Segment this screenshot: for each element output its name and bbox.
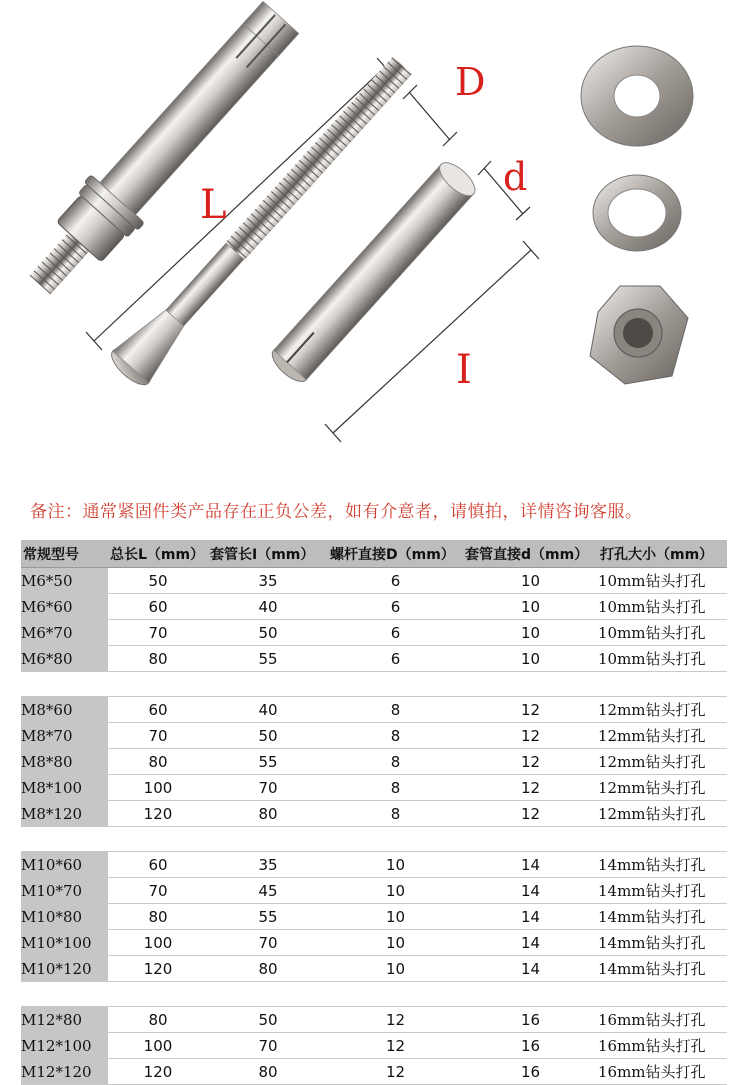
cell-drill-size: 14mm钻头打孔 bbox=[598, 852, 727, 878]
cell-sleeve-length: 80 bbox=[208, 801, 328, 827]
cell-sleeve-diameter: 14 bbox=[463, 852, 598, 878]
cell-model: M8*60 bbox=[21, 697, 108, 723]
cell-rod-diameter: 8 bbox=[328, 801, 463, 827]
cell-total-length: 80 bbox=[108, 749, 208, 775]
table-row bbox=[21, 801, 727, 827]
hex-nut bbox=[590, 286, 688, 384]
table-row bbox=[21, 775, 727, 801]
cell-drill-size: 14mm钻头打孔 bbox=[598, 930, 727, 956]
cell-sleeve-length: 40 bbox=[208, 697, 328, 723]
cell-sleeve-length: 55 bbox=[208, 904, 328, 930]
cell-drill-size: 16mm钻头打孔 bbox=[598, 1059, 727, 1085]
cell-drill-size: 12mm钻头打孔 bbox=[598, 723, 727, 749]
cell-rod-diameter: 10 bbox=[328, 904, 463, 930]
cell-drill-size: 12mm钻头打孔 bbox=[598, 775, 727, 801]
cell-sleeve-length: 80 bbox=[208, 956, 328, 982]
cell-drill-size: 12mm钻头打孔 bbox=[598, 749, 727, 775]
header-model: 常规型号 bbox=[21, 540, 108, 568]
cell-rod-diameter: 6 bbox=[328, 594, 463, 620]
cell-sleeve-diameter: 12 bbox=[463, 775, 598, 801]
header-total-length: 总长L（mm） bbox=[108, 540, 208, 568]
cell-model: M6*50 bbox=[21, 568, 108, 594]
cell-model: M8*120 bbox=[21, 801, 108, 827]
label-d: d bbox=[503, 155, 528, 199]
note-text: 备注：通常紧固件类产品存在正负公差，如有介意者，请慎拍，详情咨询客服。 bbox=[30, 502, 643, 522]
cell-sleeve-diameter: 10 bbox=[463, 568, 598, 594]
cell-sleeve-diameter: 16 bbox=[463, 1059, 598, 1085]
cell-rod-diameter: 6 bbox=[328, 620, 463, 646]
cell-model: M12*80 bbox=[21, 1007, 108, 1033]
cell-sleeve-length: 40 bbox=[208, 594, 328, 620]
label-L: L bbox=[200, 182, 227, 228]
cell-drill-size: 12mm钻头打孔 bbox=[598, 801, 727, 827]
group-separator bbox=[21, 827, 727, 852]
cell-sleeve-length: 50 bbox=[208, 723, 328, 749]
cell-sleeve-length: 50 bbox=[208, 1007, 328, 1033]
cell-drill-size: 10mm钻头打孔 bbox=[598, 646, 727, 672]
cell-drill-size: 10mm钻头打孔 bbox=[598, 594, 727, 620]
cell-model: M10*120 bbox=[21, 956, 108, 982]
cell-model: M8*100 bbox=[21, 775, 108, 801]
table-header-row bbox=[21, 540, 727, 568]
cell-sleeve-diameter: 16 bbox=[463, 1007, 598, 1033]
cell-drill-size: 14mm钻头打孔 bbox=[598, 878, 727, 904]
cell-sleeve-length: 55 bbox=[208, 646, 328, 672]
cell-drill-size: 10mm钻头打孔 bbox=[598, 568, 727, 594]
cell-sleeve-length: 50 bbox=[208, 620, 328, 646]
cell-rod-diameter: 8 bbox=[328, 775, 463, 801]
cell-sleeve-diameter: 14 bbox=[463, 956, 598, 982]
cell-total-length: 100 bbox=[108, 1033, 208, 1059]
cell-drill-size: 14mm钻头打孔 bbox=[598, 904, 727, 930]
cell-rod-diameter: 12 bbox=[328, 1033, 463, 1059]
label-I: I bbox=[456, 347, 472, 393]
cell-drill-size: 10mm钻头打孔 bbox=[598, 620, 727, 646]
cell-total-length: 100 bbox=[108, 930, 208, 956]
cell-model: M6*60 bbox=[21, 594, 108, 620]
cell-model: M10*70 bbox=[21, 878, 108, 904]
cell-sleeve-diameter: 12 bbox=[463, 697, 598, 723]
cell-total-length: 80 bbox=[108, 904, 208, 930]
cell-sleeve-diameter: 14 bbox=[463, 878, 598, 904]
cell-model: M10*100 bbox=[21, 930, 108, 956]
table-row bbox=[21, 930, 727, 956]
cell-sleeve-length: 55 bbox=[208, 749, 328, 775]
cell-total-length: 70 bbox=[108, 878, 208, 904]
table-row bbox=[21, 568, 727, 594]
cell-sleeve-diameter: 10 bbox=[463, 594, 598, 620]
cell-total-length: 120 bbox=[108, 801, 208, 827]
cell-model: M10*60 bbox=[21, 852, 108, 878]
header-sleeve-length: 套管长I（mm） bbox=[208, 540, 328, 568]
cell-model: M6*70 bbox=[21, 620, 108, 646]
cell-drill-size: 14mm钻头打孔 bbox=[598, 956, 727, 982]
cell-sleeve-diameter: 12 bbox=[463, 801, 598, 827]
cell-sleeve-diameter: 12 bbox=[463, 749, 598, 775]
cell-rod-diameter: 10 bbox=[328, 852, 463, 878]
table-row bbox=[21, 1033, 727, 1059]
cell-model: M8*70 bbox=[21, 723, 108, 749]
cell-total-length: 100 bbox=[108, 775, 208, 801]
label-D: D bbox=[455, 60, 486, 104]
cell-drill-size: 12mm钻头打孔 bbox=[598, 697, 727, 723]
cell-sleeve-diameter: 12 bbox=[463, 723, 598, 749]
table-row bbox=[21, 723, 727, 749]
table-row bbox=[21, 956, 727, 982]
cell-rod-diameter: 6 bbox=[328, 646, 463, 672]
cell-model: M12*120 bbox=[21, 1059, 108, 1085]
cell-rod-diameter: 10 bbox=[328, 930, 463, 956]
cell-sleeve-diameter: 16 bbox=[463, 1033, 598, 1059]
separator-cell bbox=[21, 827, 727, 852]
cell-rod-diameter: 8 bbox=[328, 749, 463, 775]
cell-model: M10*80 bbox=[21, 904, 108, 930]
table-body bbox=[21, 568, 727, 1085]
cell-rod-diameter: 8 bbox=[328, 697, 463, 723]
header-rod-diameter: 螺杆直接D（mm） bbox=[328, 540, 463, 568]
cell-total-length: 120 bbox=[108, 1059, 208, 1085]
cell-total-length: 80 bbox=[108, 646, 208, 672]
cell-sleeve-diameter: 14 bbox=[463, 904, 598, 930]
cell-sleeve-length: 70 bbox=[208, 1033, 328, 1059]
cell-total-length: 70 bbox=[108, 723, 208, 749]
table-row bbox=[21, 697, 727, 723]
cell-sleeve-length: 80 bbox=[208, 1059, 328, 1085]
cell-rod-diameter: 10 bbox=[328, 956, 463, 982]
table-row bbox=[21, 1059, 727, 1085]
separator-cell bbox=[21, 982, 727, 1007]
cell-sleeve-diameter: 10 bbox=[463, 620, 598, 646]
cell-total-length: 70 bbox=[108, 620, 208, 646]
cell-drill-size: 16mm钻头打孔 bbox=[598, 1033, 727, 1059]
cell-total-length: 80 bbox=[108, 1007, 208, 1033]
cell-model: M8*80 bbox=[21, 749, 108, 775]
flat-washer bbox=[581, 46, 693, 146]
cell-sleeve-length: 45 bbox=[208, 878, 328, 904]
spring-washer bbox=[593, 175, 681, 251]
cell-total-length: 120 bbox=[108, 956, 208, 982]
cell-total-length: 50 bbox=[108, 568, 208, 594]
cell-model: M12*100 bbox=[21, 1033, 108, 1059]
cell-rod-diameter: 8 bbox=[328, 723, 463, 749]
cell-rod-diameter: 12 bbox=[328, 1059, 463, 1085]
cell-drill-size: 16mm钻头打孔 bbox=[598, 1007, 727, 1033]
cell-sleeve-length: 35 bbox=[208, 852, 328, 878]
cell-sleeve-length: 70 bbox=[208, 775, 328, 801]
cell-total-length: 60 bbox=[108, 852, 208, 878]
cell-sleeve-length: 70 bbox=[208, 930, 328, 956]
cell-model: M6*80 bbox=[21, 646, 108, 672]
cell-rod-diameter: 12 bbox=[328, 1007, 463, 1033]
header-drill-size: 打孔大小（mm） bbox=[598, 540, 727, 568]
group-separator bbox=[21, 672, 727, 697]
cell-sleeve-diameter: 14 bbox=[463, 930, 598, 956]
table-row bbox=[21, 749, 727, 775]
header-sleeve-diameter: 套管直接d（mm） bbox=[463, 540, 598, 568]
product-illustration bbox=[0, 0, 750, 480]
cell-rod-diameter: 10 bbox=[328, 878, 463, 904]
table-row bbox=[21, 852, 727, 878]
cell-sleeve-diameter: 10 bbox=[463, 646, 598, 672]
bolt-with-cone bbox=[106, 49, 420, 390]
cell-rod-diameter: 6 bbox=[328, 568, 463, 594]
cell-total-length: 60 bbox=[108, 594, 208, 620]
table-row bbox=[21, 594, 727, 620]
spec-table bbox=[21, 540, 727, 1085]
assembled-anchor-bolt bbox=[13, 0, 307, 309]
table-row bbox=[21, 1007, 727, 1033]
group-separator bbox=[21, 982, 727, 1007]
table-row bbox=[21, 904, 727, 930]
cell-total-length: 60 bbox=[108, 697, 208, 723]
separator-cell bbox=[21, 672, 727, 697]
table-row bbox=[21, 646, 727, 672]
table-row bbox=[21, 620, 727, 646]
cell-sleeve-length: 35 bbox=[208, 568, 328, 594]
table-row bbox=[21, 878, 727, 904]
